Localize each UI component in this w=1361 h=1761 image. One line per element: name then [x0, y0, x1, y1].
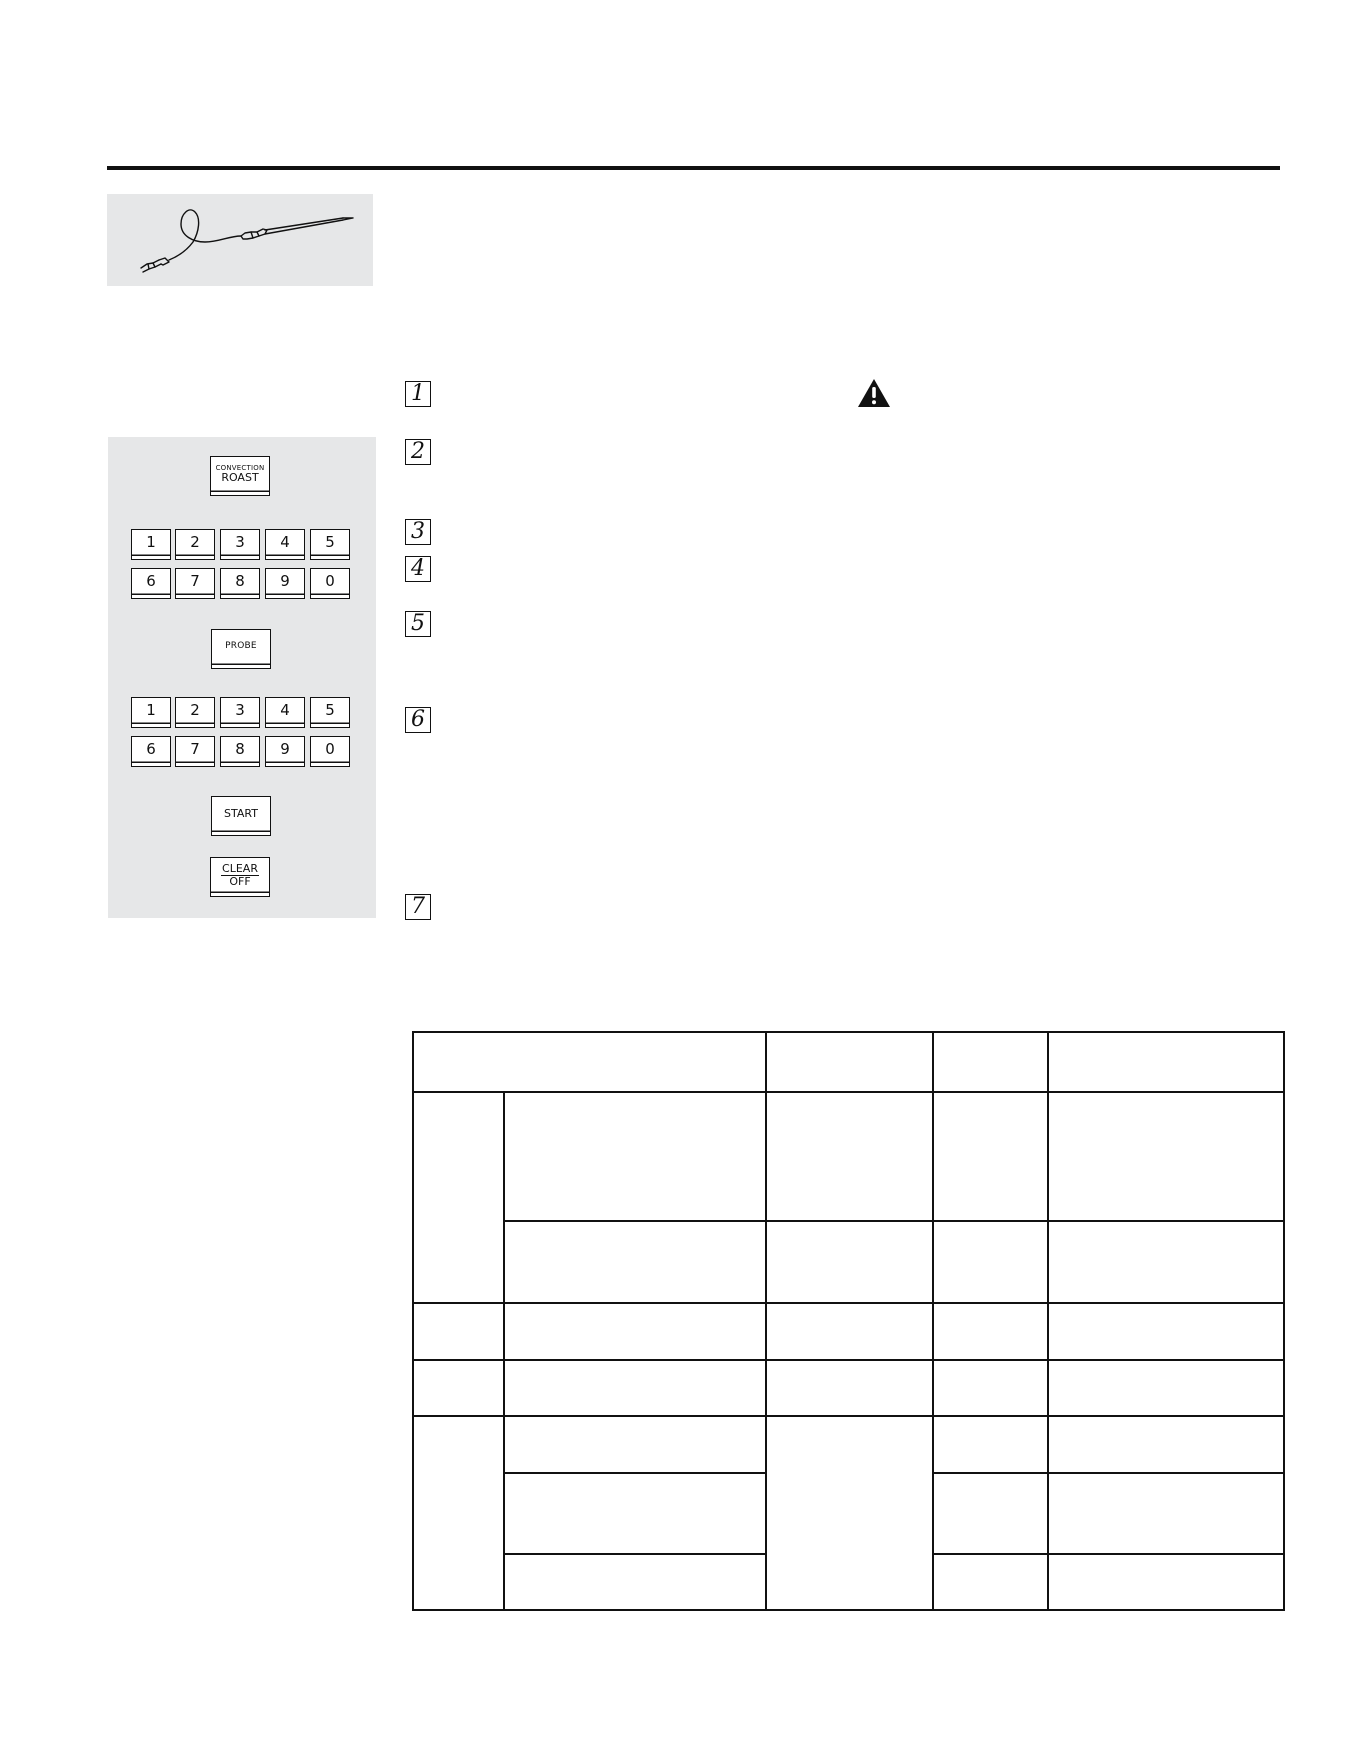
step-7-marker — [405, 894, 431, 920]
step-5-marker — [405, 611, 431, 637]
convection-roast-button[interactable] — [210, 456, 270, 496]
keypad-2-key-2[interactable] — [175, 697, 215, 728]
top-rule — [107, 166, 1280, 170]
key-label: 2 — [190, 701, 200, 720]
keypad-2-key-4[interactable] — [265, 697, 305, 728]
temperature-probe-illustration — [107, 194, 373, 286]
keypad-2-key-1[interactable] — [131, 697, 171, 728]
key-label: 0 — [325, 740, 335, 759]
step-4-marker — [405, 556, 431, 582]
start-button[interactable] — [211, 796, 271, 836]
key-label: 8 — [235, 740, 245, 759]
keypad-2-key-6[interactable] — [131, 736, 171, 767]
control-panel — [108, 437, 376, 918]
key-label: 7 — [190, 572, 200, 591]
step-6-marker — [405, 707, 431, 733]
temperature-probe-icon — [107, 194, 373, 286]
cooking-guide-table — [412, 1031, 1286, 1613]
step-number: 5 — [411, 611, 425, 636]
key-label: 3 — [235, 701, 245, 720]
keypad-1-key-4[interactable] — [265, 529, 305, 560]
keypad-1-key-6[interactable] — [131, 568, 171, 599]
start-button-label: START — [224, 807, 258, 821]
cooking-guide-table-grid — [412, 1031, 1286, 1613]
key-label: 6 — [146, 572, 156, 591]
keypad-1-key-2[interactable] — [175, 529, 215, 560]
keypad-2-key-9[interactable] — [265, 736, 305, 767]
keypad-1-key-9[interactable] — [265, 568, 305, 599]
step-number: 7 — [411, 894, 425, 919]
step-2-marker — [405, 439, 431, 465]
keypad-2-key-3[interactable] — [220, 697, 260, 728]
convection-roast-button-label: ROAST — [221, 470, 259, 484]
keypad-2-key-0[interactable] — [310, 736, 350, 767]
key-label: 6 — [146, 740, 156, 759]
key-label: 4 — [280, 533, 290, 552]
step-number: 2 — [411, 439, 425, 464]
key-label: 4 — [280, 701, 290, 720]
key-label: 8 — [235, 572, 245, 591]
probe-button[interactable] — [211, 629, 271, 669]
key-label: 3 — [235, 533, 245, 552]
probe-button-label: PROBE — [225, 641, 257, 652]
keypad-1-key-0[interactable] — [310, 568, 350, 599]
step-number: 4 — [411, 556, 425, 581]
keypad-2-key-8[interactable] — [220, 736, 260, 767]
key-label: 1 — [146, 701, 156, 720]
convection-roast-button-small-label: CONVECTION — [215, 463, 265, 472]
off-button-label: OFF — [229, 874, 251, 888]
key-label: 2 — [190, 533, 200, 552]
warning-icon — [857, 378, 891, 413]
key-label: 5 — [325, 533, 335, 552]
clear-off-button[interactable] — [210, 857, 270, 897]
keypad-1-key-3[interactable] — [220, 529, 260, 560]
step-number: 3 — [411, 519, 425, 544]
key-label: 9 — [280, 572, 290, 591]
key-label: 5 — [325, 701, 335, 720]
clear-button-label: CLEAR — [222, 861, 258, 875]
keypad-2-key-7[interactable] — [175, 736, 215, 767]
keypad-2-key-5[interactable] — [310, 697, 350, 728]
keypad-1-key-8[interactable] — [220, 568, 260, 599]
keypad-1-key-5[interactable] — [310, 529, 350, 560]
keypad-1-key-1[interactable] — [131, 529, 171, 560]
key-label: 7 — [190, 740, 200, 759]
keypad-1-key-7[interactable] — [175, 568, 215, 599]
step-3-marker — [405, 519, 431, 545]
step-number: 6 — [411, 707, 425, 732]
step-number: 1 — [411, 381, 425, 406]
key-label: 1 — [146, 533, 156, 552]
key-label: 0 — [325, 572, 335, 591]
step-1-marker — [405, 381, 431, 407]
key-label: 9 — [280, 740, 290, 759]
